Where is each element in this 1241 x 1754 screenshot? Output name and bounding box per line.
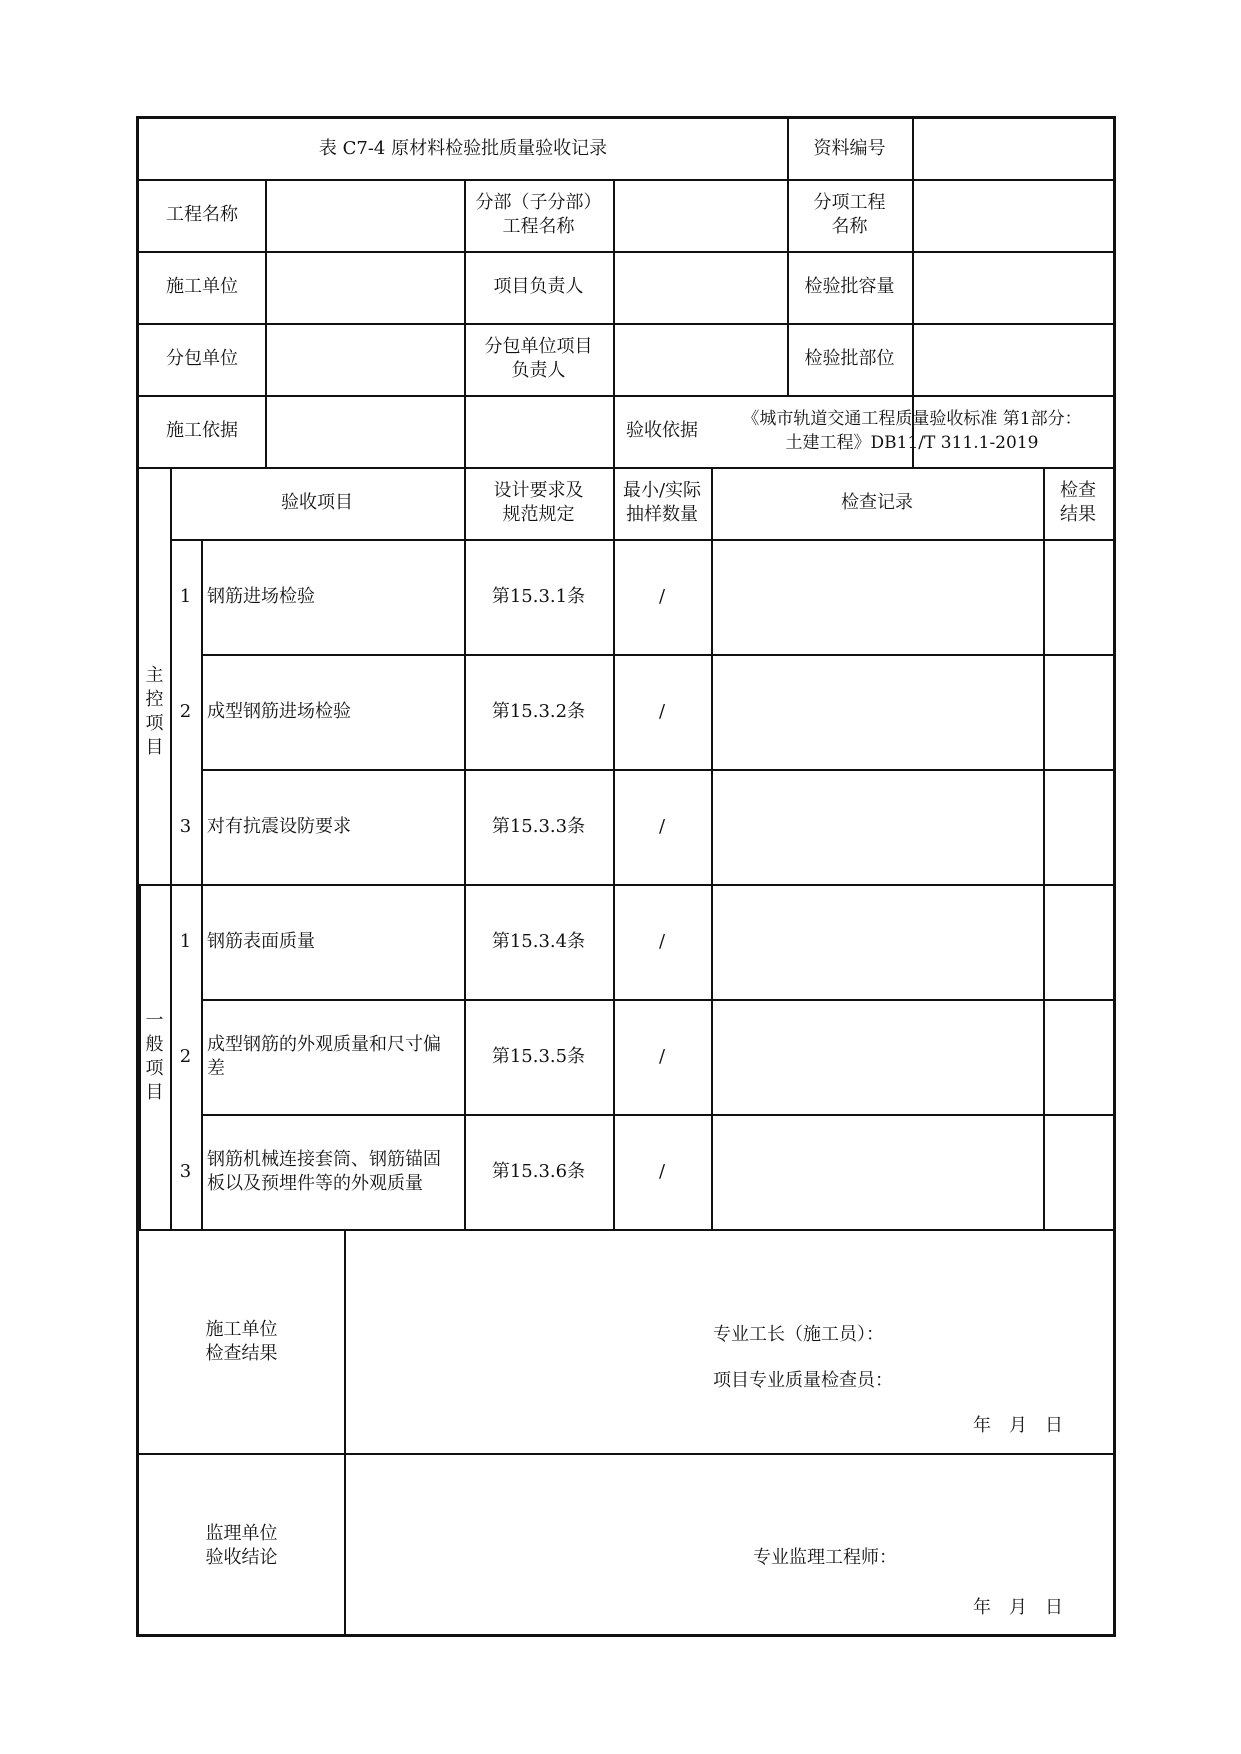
row-sample: /	[658, 930, 666, 952]
form-title: 表 C7-4 原材料检验批质量验收记录	[318, 138, 608, 159]
contractor-check-line1: 施工单位	[205, 1319, 278, 1340]
table-row-item: 对有抗震设防要求	[207, 815, 351, 837]
project-manager-label: 项目负责人	[493, 276, 584, 297]
batch-location-label: 检验批部位	[804, 348, 895, 369]
row-record[interactable]	[711, 1114, 1043, 1229]
construction-basis-label: 施工依据	[166, 420, 238, 441]
row-record[interactable]	[711, 539, 1043, 654]
general-items-char: 一	[145, 1009, 164, 1031]
sub-manager-label	[464, 323, 613, 395]
col-design-line2: 规范规定	[502, 504, 575, 525]
row-sample: /	[658, 585, 666, 607]
col-sample-line1: 最小/实际	[622, 480, 702, 501]
row-number: 3	[179, 1160, 192, 1182]
subitem-label-line2: 名称	[831, 216, 868, 237]
main-control-char: 主	[145, 664, 164, 686]
row-result[interactable]	[1043, 884, 1113, 999]
row-clause: 第15.3.5条	[491, 1045, 586, 1067]
row-number: 2	[179, 1045, 192, 1067]
inspector-signature-label: 项目专业质量检查员：	[713, 1370, 893, 1391]
sub-manager-label-line1: 分包单位项目	[484, 336, 593, 357]
table-row-item	[201, 1114, 464, 1229]
general-items-char: 般	[145, 1033, 164, 1055]
foreman-signature-label: 专业工长（施工员）：	[713, 1324, 884, 1345]
supervisor-check-line1: 监理单位	[205, 1523, 278, 1544]
main-control-label	[139, 539, 170, 884]
row-item-line1: 钢筋机械连接套筒、钢筋锚固	[207, 1148, 441, 1170]
row-result[interactable]	[1043, 1114, 1113, 1229]
row-clause: 第15.3.3条	[491, 815, 586, 837]
row-number: 1	[179, 930, 192, 952]
row-result[interactable]	[1043, 999, 1113, 1114]
batch-capacity-label: 检验批容量	[804, 276, 895, 297]
row-clause: 第15.3.4条	[491, 930, 586, 952]
supervisor-signature-label: 专业监理工程师：	[753, 1547, 897, 1568]
main-control-char: 目	[145, 736, 164, 758]
row-item-line2: 差	[207, 1057, 225, 1079]
project-name-value[interactable]	[265, 179, 464, 251]
doc-no-value[interactable]	[912, 119, 1113, 179]
row-result[interactable]	[1043, 539, 1113, 654]
row-clause: 第15.3.1条	[491, 585, 586, 607]
construction-basis-value[interactable]	[265, 395, 611, 467]
col-design-header	[464, 467, 613, 539]
row-clause: 第15.3.2条	[491, 700, 586, 722]
col-design-line1: 设计要求及	[493, 480, 584, 501]
col-item-header: 验收项目	[281, 492, 353, 513]
general-items-label	[139, 884, 170, 1229]
acceptance-basis-value	[711, 395, 1113, 467]
row-record[interactable]	[711, 999, 1043, 1114]
row-record[interactable]	[711, 769, 1043, 884]
doc-no-label: 资料编号	[813, 138, 886, 159]
row-item-line1: 成型钢筋的外观质量和尺寸偏	[207, 1033, 441, 1055]
row-sample: /	[658, 700, 666, 722]
subitem-label-line1: 分项工程	[813, 192, 886, 213]
row-result[interactable]	[1043, 769, 1113, 884]
row-sample: /	[658, 1160, 666, 1182]
supervisor-check-label	[139, 1455, 344, 1637]
main-control-char: 控	[145, 688, 164, 710]
table-row-item	[201, 999, 464, 1114]
subdivision-label-line2: 工程名称	[502, 216, 575, 237]
row-record[interactable]	[711, 654, 1043, 769]
row-record[interactable]	[711, 884, 1043, 999]
sub-manager-label-line2: 负责人	[511, 360, 566, 381]
project-manager-value[interactable]	[613, 251, 787, 323]
subdivision-value[interactable]	[613, 179, 787, 251]
col-result-header	[1043, 467, 1113, 539]
row-clause: 第15.3.6条	[491, 1160, 586, 1182]
batch-capacity-value[interactable]	[912, 251, 1113, 323]
col-result-line2: 结果	[1060, 504, 1096, 525]
main-control-char: 项	[145, 712, 164, 734]
subcontractor-label: 分包单位	[166, 348, 238, 369]
col-record-header: 检查记录	[841, 492, 913, 513]
batch-location-value[interactable]	[912, 323, 1113, 395]
row-sample: /	[658, 1045, 666, 1067]
subcontractor-value[interactable]	[265, 323, 464, 395]
acceptance-record-form	[136, 116, 1116, 1637]
sub-manager-value[interactable]	[613, 323, 787, 395]
col-result-line1: 检查	[1060, 480, 1096, 501]
contractor-check-label	[139, 1231, 344, 1453]
subdivision-label-line1: 分部（子分部）	[475, 192, 602, 213]
subdivision-label	[464, 179, 613, 251]
contractor-check-line2: 检查结果	[205, 1343, 278, 1364]
contractor-date: 年 月 日	[973, 1415, 1063, 1436]
acceptance-basis-line1: 《城市轨道交通工程质量验收标准 第1部分：	[742, 409, 1082, 429]
subitem-value[interactable]	[912, 179, 1113, 251]
contractor-value[interactable]	[265, 251, 464, 323]
row-number: 1	[179, 585, 192, 607]
project-name-label: 工程名称	[166, 204, 238, 225]
table-row-item: 钢筋表面质量	[207, 930, 315, 952]
row-number: 3	[179, 815, 192, 837]
acceptance-basis-line2: 土建工程》DB11/T 311.1-2019	[785, 433, 1039, 453]
table-row-item: 成型钢筋进场检验	[207, 700, 351, 722]
supervisor-date: 年 月 日	[973, 1597, 1063, 1618]
col-sample-header	[613, 467, 711, 539]
row-sample: /	[658, 815, 666, 837]
contractor-label: 施工单位	[166, 276, 238, 297]
general-items-char: 项	[145, 1057, 164, 1079]
col-sample-line2: 抽样数量	[626, 504, 698, 525]
subitem-label	[787, 179, 912, 251]
row-item-line2: 板以及预埋件等的外观质量	[207, 1172, 423, 1194]
row-number: 2	[179, 700, 192, 722]
row-result[interactable]	[1043, 654, 1113, 769]
table-row-item: 钢筋进场检验	[207, 585, 315, 607]
supervisor-check-line2: 验收结论	[205, 1547, 278, 1568]
acceptance-basis-label: 验收依据	[626, 420, 698, 441]
general-items-char: 目	[145, 1081, 164, 1103]
